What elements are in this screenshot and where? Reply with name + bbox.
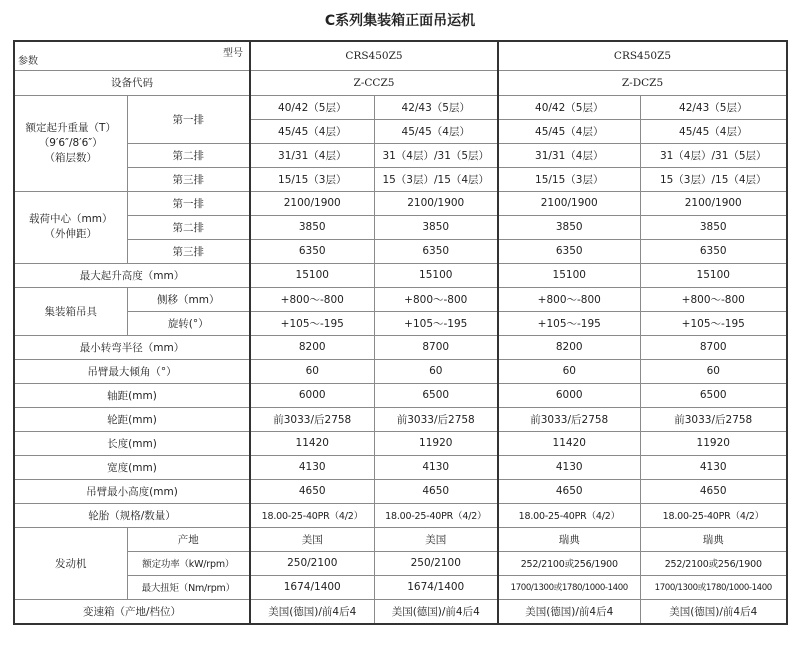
cell: 45/45（4层） [374,119,498,143]
cell: 1674/1400 [250,575,374,599]
cell: 60 [640,359,787,383]
cell: +800～-800 [498,287,640,311]
table-row [14,239,787,263]
row-label-wheelbase: 轴距(mm) [14,383,250,407]
model-b-header: CRS450Z5 [498,41,787,70]
row-label-engine: 发动机 [14,527,127,599]
cell: 8700 [640,335,787,359]
table-row [14,191,787,215]
row-label-track: 轮距(mm) [14,407,250,431]
cell: 15100 [498,263,640,287]
cell: 1700/1300或1780/1000-1400 [640,575,787,599]
table-row [14,70,787,95]
lift-capacity-label-2: （9′6″/8′6″） [38,136,103,149]
row-label-max-lift-height: 最大起升高度（mm） [14,263,250,287]
table-row [14,503,787,527]
cell: 40/42（5层） [250,95,374,119]
table-row [14,41,787,70]
spec-table [13,40,788,625]
cell: +105～-195 [250,311,374,335]
table-row [14,407,787,431]
table-row [14,95,787,119]
cell: 18.00-25-40PR（4/2） [640,503,787,527]
cell: 美国 [250,527,374,551]
sub-label-rotation: 旋转(°） [127,311,250,335]
cell: 11420 [250,431,374,455]
cell: 4130 [498,455,640,479]
cell: 45/45（4层） [640,119,787,143]
cell: 18.00-25-40PR（4/2） [374,503,498,527]
sub-label-row1: 第一排 [127,95,250,143]
cell: 15100 [640,263,787,287]
row-label-gearbox: 变速箱（产地/档位） [14,599,250,624]
cell: 美国(德国)/前4后4 [640,599,787,624]
cell: 美国(德国)/前4后4 [250,599,374,624]
cell: 美国(德国)/前4后4 [374,599,498,624]
sub-label-row3: 第三排 [127,239,250,263]
cell: 6350 [250,239,374,263]
cell: 252/2100或256/1900 [640,551,787,575]
cell: 45/45（4层） [498,119,640,143]
cell: 美国 [374,527,498,551]
cell: 15/15（3层） [250,167,374,191]
cell: +105～-195 [374,311,498,335]
cell: 11420 [498,431,640,455]
cell: 4650 [640,479,787,503]
cell: 6000 [498,383,640,407]
table-row [14,479,787,503]
cell: 60 [498,359,640,383]
cell: 3850 [250,215,374,239]
row-label-boom-min-height: 吊臂最小高度(mm) [14,479,250,503]
cell: 60 [250,359,374,383]
cell: 6500 [640,383,787,407]
cell: 美国(德国)/前4后4 [498,599,640,624]
cell: 60 [374,359,498,383]
row-label-tire: 轮胎（规格/数量） [14,503,250,527]
cell: 6350 [374,239,498,263]
cell: 11920 [640,431,787,455]
table-row [14,527,787,551]
table-row [14,383,787,407]
cell: 1700/1300或1780/1000-1400 [498,575,640,599]
cell: 6350 [498,239,640,263]
sub-label-torque: 最大扭矩（Nm/rpm） [127,575,250,599]
table-row [14,287,787,311]
cell: +800～-800 [250,287,374,311]
cell: +105～-195 [498,311,640,335]
table-row [14,551,787,575]
cell: 3850 [640,215,787,239]
row-label-spreader: 集装箱吊具 [14,287,127,335]
row-label-width: 宽度(mm) [14,455,250,479]
cell: 4130 [250,455,374,479]
lift-capacity-label-3: （箱层数） [44,151,97,164]
sub-label-row3: 第三排 [127,167,250,191]
table-row [14,431,787,455]
cell: 3850 [374,215,498,239]
cell: 31/31（4层） [250,143,374,167]
lift-capacity-label-1: 额定起升重量（T） [25,121,116,134]
row-label-length: 长度(mm) [14,431,250,455]
cell: 瑞典 [640,527,787,551]
page-title: C系列集装箱正面吊运机 [324,13,476,29]
table-row [14,599,787,624]
cell: 15100 [374,263,498,287]
sub-label-origin: 产地 [127,527,250,551]
table-row [14,359,787,383]
cell: 45/45（4层） [250,119,374,143]
cell: 6500 [374,383,498,407]
cell: 31（4层）/31（5层） [374,143,498,167]
cell: 4650 [374,479,498,503]
sub-label-row2: 第二排 [127,143,250,167]
table-row [14,335,787,359]
model-label: 型号 [223,48,243,59]
cell: 8700 [374,335,498,359]
header-corner-cell [14,41,250,70]
table-row [14,263,787,287]
cell: +800～-800 [640,287,787,311]
cell: 前3033/后2758 [374,407,498,431]
cell: 4130 [374,455,498,479]
sub-label-row2: 第二排 [127,215,250,239]
cell: 4650 [250,479,374,503]
row-label-load-center [14,191,127,263]
cell: 15/15（3层） [498,167,640,191]
cell: 3850 [498,215,640,239]
cell: 2100/1900 [498,191,640,215]
sub-label-power: 额定功率（kW/rpm） [127,551,250,575]
cell: 2100/1900 [640,191,787,215]
model-a-header: CRS450Z5 [250,41,498,70]
cell: 前3033/后2758 [498,407,640,431]
table-row [14,167,787,191]
cell: 18.00-25-40PR（4/2） [498,503,640,527]
cell: 1674/1400 [374,575,498,599]
cell: 40/42（5层） [498,95,640,119]
cell: 6350 [640,239,787,263]
cell: 8200 [498,335,640,359]
row-label-boom-max-angle: 吊臂最大倾角（°） [14,359,250,383]
cell: 31/31（4层） [498,143,640,167]
cell: +105～-195 [640,311,787,335]
cell: 15（3层）/15（4层） [640,167,787,191]
cell: 8200 [250,335,374,359]
table-row [14,143,787,167]
cell: 11920 [374,431,498,455]
equipment-code-b: Z-DCZ5 [498,70,787,95]
row-label-lift-capacity [14,95,127,191]
cell: 4650 [498,479,640,503]
cell: 6000 [250,383,374,407]
row-label-min-turn-radius: 最小转弯半径（mm） [14,335,250,359]
cell: 31（4层）/31（5层） [640,143,787,167]
cell: 2100/1900 [250,191,374,215]
equipment-code-a: Z-CCZ5 [250,70,498,95]
cell: 252/2100或256/1900 [498,551,640,575]
table-row [14,215,787,239]
cell: 18.00-25-40PR（4/2） [250,503,374,527]
load-center-label-1: 载荷中心（mm） [29,213,113,225]
sub-label-side-shift: 侧移（mm） [127,287,250,311]
cell: 42/43（5层） [640,95,787,119]
load-center-label-2: （外伸距） [44,228,97,240]
cell: +800～-800 [374,287,498,311]
cell: 4130 [640,455,787,479]
cell: 15100 [250,263,374,287]
cell: 15（3层）/15（4层） [374,167,498,191]
table-row [14,455,787,479]
cell: 250/2100 [374,551,498,575]
param-label: 参数 [18,55,38,67]
cell: 2100/1900 [374,191,498,215]
sub-label-row1: 第一排 [127,191,250,215]
cell: 前3033/后2758 [640,407,787,431]
table-row [14,311,787,335]
cell: 42/43（5层） [374,95,498,119]
table-row [14,575,787,599]
cell: 前3033/后2758 [250,407,374,431]
row-label-equipment-code: 设备代码 [14,70,250,95]
cell: 瑞典 [498,527,640,551]
cell: 250/2100 [250,551,374,575]
